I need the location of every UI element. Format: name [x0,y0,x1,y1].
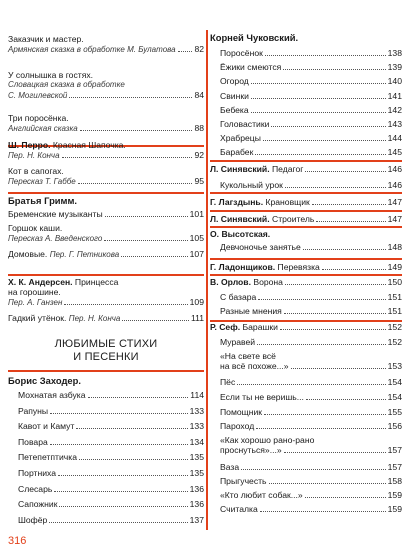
page-number: 152 [387,337,402,347]
page-number: 144 [387,133,402,144]
entry-title: Принцесса [72,277,119,287]
entry-title: Петепетптичка [18,452,77,463]
page-number: 146 [387,180,402,190]
toc-entry-three-pigs[interactable] [8,113,204,134]
section-heading-line: ЛЮБИМЫЕ СТИХИ [54,338,158,350]
toc-entry-pes[interactable] [210,377,402,387]
page-number: 151 [387,306,402,316]
entry-title: Считалка [220,504,258,514]
entry-title: Огород [220,76,249,87]
entry-title: Педагог [269,164,304,174]
entry-title: Слесарь [18,483,53,494]
toc-entry-red-hood[interactable] [8,140,204,161]
entry-title: Бебека [220,104,249,115]
toc-entry-par[interactable] [210,421,402,431]
entry-title: «На свете всё [220,351,276,361]
page-number: 136 [189,483,204,494]
page-number: 147 [387,197,402,207]
entry-title: Свинки [220,90,249,101]
toc-entry-pryg[interactable] [210,476,402,486]
toc-entry[interactable] [210,105,402,115]
entry-title: Портниха [18,468,57,478]
toc-entry-sin2[interactable] [210,214,402,224]
toc-entry-puppet[interactable] [210,180,402,190]
entry-title: проснуться»...» [220,445,282,456]
entry-title: Рапуны [18,405,49,416]
rule-right-3 [210,210,402,212]
entry-subtitle: Словацкая сказка в обработке [8,80,125,90]
toc-entry-razn[interactable] [210,306,402,316]
page-number: 146 [387,164,402,174]
author-grimm: Братья Гримм. [8,195,78,206]
page-number: 133 [189,421,204,432]
entry-title: Кукольный урок [220,180,283,190]
toc-entry-schit[interactable] [210,504,402,514]
page-number: 111 [190,313,204,323]
entry-title: Помощник [220,407,263,417]
toc-entry[interactable] [210,133,402,143]
toc-entry-bremen[interactable] [8,209,204,219]
page-number: 134 [189,436,204,447]
entry-title: Кавот и Камут [18,421,75,432]
page-number: 133 [189,405,204,416]
toc-entry[interactable] [8,515,204,525]
author-chukovsky: Корней Чуковский. [210,32,299,43]
toc-entry-domovye[interactable] [8,249,204,260]
entry-title: Барабек [220,147,254,158]
entry-title: Заказчик и мастер. [8,34,84,44]
toc-entry-zakazchik[interactable] [8,34,204,55]
entry-subtitle: Пер. Н. Конча [8,151,60,161]
entry-title: Красная Шапочка. [50,140,126,150]
toc-entry[interactable] [8,437,204,447]
page-number: 137 [189,514,204,525]
toc-entry[interactable] [210,147,402,157]
toc-entry-kak[interactable] [210,435,402,455]
entry-title: Муравей [220,337,256,347]
entry-title: Поросёнок [220,48,263,58]
page-number: 143 [387,119,402,129]
author-name: Г. Лагздынь. [210,197,264,207]
page-number: 142 [387,104,402,115]
page-number: 114 [190,390,204,400]
toc-entry-mur[interactable] [210,337,402,347]
entry-subtitle: Пер. Г. Петникова [49,250,120,259]
entry-title: Ёжики смеются [220,62,282,73]
rule-right-1 [210,160,402,162]
rule-right-2 [210,192,402,194]
toc-entry-vys[interactable] [210,242,402,252]
author-name: Л. Синявский. [210,164,270,174]
toc-entry[interactable] [8,452,204,462]
page-number: 154 [387,392,402,402]
rule-left-3 [8,274,204,276]
page-number: 158 [387,476,402,486]
toc-entry[interactable] [8,468,204,478]
toc-entry-sin1[interactable] [210,164,402,174]
page-number: 154 [387,377,402,387]
page-number: 88 [194,123,204,134]
entry-title: Пароход [220,421,255,431]
entry-title: Головастики [220,119,270,129]
entry-subtitle: Пер. Н. Конча [68,314,121,323]
toc-entry[interactable] [210,119,402,129]
toc-entry-lag[interactable] [210,197,402,207]
entry-subtitle: Армянская сказка в обработке М. Булатова [8,45,176,55]
entry-title: Перевязка [275,262,320,272]
entry-title: Сапожник [18,499,58,510]
page-number: 150 [387,277,402,287]
page-number: 147 [387,214,402,224]
entry-title: на всё похоже...» [220,361,289,372]
section-heading [8,338,204,364]
entry-title: У солнышка в гостях. [8,70,94,80]
column-divider [206,30,208,530]
page-number: 105 [189,233,204,244]
entry-title: Бременские музыканты [8,209,103,219]
entry-subtitle: С. Могилевской [8,91,68,101]
page-number: 155 [387,407,402,417]
entry-title: Крановщик [263,197,310,207]
toc-entry-lad[interactable] [210,262,402,272]
entry-title: Мохнатая азбука [18,390,86,400]
page-number: 159 [387,504,402,514]
toc-entry[interactable] [8,421,204,431]
page-number: 149 [387,262,402,272]
entry-title: Разные мнения [220,306,282,316]
page-number: 109 [189,297,204,308]
page-number: 139 [387,62,402,73]
toc-entry[interactable] [210,62,402,72]
entry-title: «Кто любит собак...» [220,490,303,500]
toc-entry[interactable] [210,76,402,86]
toc-entry[interactable] [210,48,402,58]
page-number-footer: 316 [8,535,27,547]
page-number: 151 [387,292,402,302]
entry-title: Домовые. [8,249,50,259]
entry-title: Кот в сапогах. [8,166,64,176]
entry-title: Шофёр [18,514,48,525]
toc-entry-solnyshko[interactable] [8,70,204,102]
toc-entry-ugly-duckling[interactable] [8,313,204,324]
entry-subtitle: Пер. А. Ганзен [8,298,63,308]
entry-title: Три поросёнка. [8,113,69,123]
toc-entry-sef[interactable] [210,322,402,332]
entry-title-cont: на горошине. [8,287,61,298]
entry-title: С базара [220,292,257,302]
entry-title: Храбрецы [220,133,261,144]
page-number: 84 [194,90,204,101]
page-number: 145 [387,147,402,158]
entry-subtitle: Пересказ Т. Габбе [8,177,76,187]
entry-title: Девчоночье занятье [220,242,301,252]
entry-title: Прыгучесть [220,476,267,486]
entry-title: Барашки [240,322,278,332]
toc-entry-svete[interactable] [210,351,402,371]
page-number: 140 [387,76,402,87]
author-name: Х. К. Андерсен. [8,277,73,287]
toc-entry[interactable] [8,390,204,400]
page-number: 152 [387,322,402,332]
page-number: 138 [387,48,402,58]
rule-right-5 [210,258,402,260]
toc-entry-kto[interactable] [210,490,402,500]
entry-title: «Как хорошо рано-рано [220,435,315,445]
page-number: 107 [189,249,204,259]
page-number: 159 [387,490,402,500]
toc-entry-puss[interactable] [8,166,204,187]
section-heading-line: И ПЕСЕНКИ [73,351,139,363]
page-number: 136 [189,499,204,510]
entry-title: Строитель [269,214,315,224]
toc-entry-pom[interactable] [210,407,402,417]
toc-entry-princess[interactable] [8,277,204,309]
toc-entry-orl[interactable] [210,277,402,287]
entry-title: Ваза [220,462,240,472]
entry-subtitle: Английская сказка [8,124,78,134]
toc-entry-vaza[interactable] [210,462,402,472]
page-number: 141 [387,90,402,101]
page-number: 95 [194,176,204,187]
entry-title: Горшок каши. [8,223,63,233]
author-name: О. Высотская. [210,229,271,239]
entry-title: Гадкий утёнок. [8,313,69,323]
page-number: 135 [189,468,204,478]
toc-entry-porridge[interactable] [8,223,204,244]
page-number: 156 [387,421,402,431]
page-number: 92 [194,150,204,161]
author-name: Л. Синявский. [210,214,270,224]
toc-entry[interactable] [8,499,204,509]
toc-entry[interactable] [8,406,204,416]
page-number: 157 [387,462,402,472]
page-number: 82 [194,44,204,55]
author-name: Ш. Перро. [8,140,51,150]
entry-title: Ворона [250,277,283,287]
entry-title: Пёс [220,377,236,387]
entry-title: Если ты не веришь... [220,392,304,402]
toc-entry-esli[interactable] [210,392,402,402]
page-number: 101 [189,209,204,219]
page-number: 148 [387,242,402,252]
author-name: Р. Сеф. [210,322,241,332]
toc-entry-baz[interactable] [210,292,402,302]
toc-entry-vys_head[interactable] [210,229,402,239]
entry-subtitle: Пересказ А. Введенского [8,234,103,244]
toc-entry[interactable] [8,484,204,494]
author-zakhoder: Борис Заходер. [8,375,81,386]
rule-left-2 [8,192,204,194]
author-name: Г. Ладонщиков. [210,262,276,272]
rule-right-6 [210,274,402,276]
page-number: 157 [387,445,402,456]
page-number: 135 [189,452,204,463]
author-name: В. Орлов. [210,277,251,287]
rule-right-4 [210,226,402,228]
entry-title: Повара [18,436,48,447]
toc-entry[interactable] [210,91,402,101]
rule-left-4 [8,370,204,372]
page-number: 153 [387,361,402,372]
